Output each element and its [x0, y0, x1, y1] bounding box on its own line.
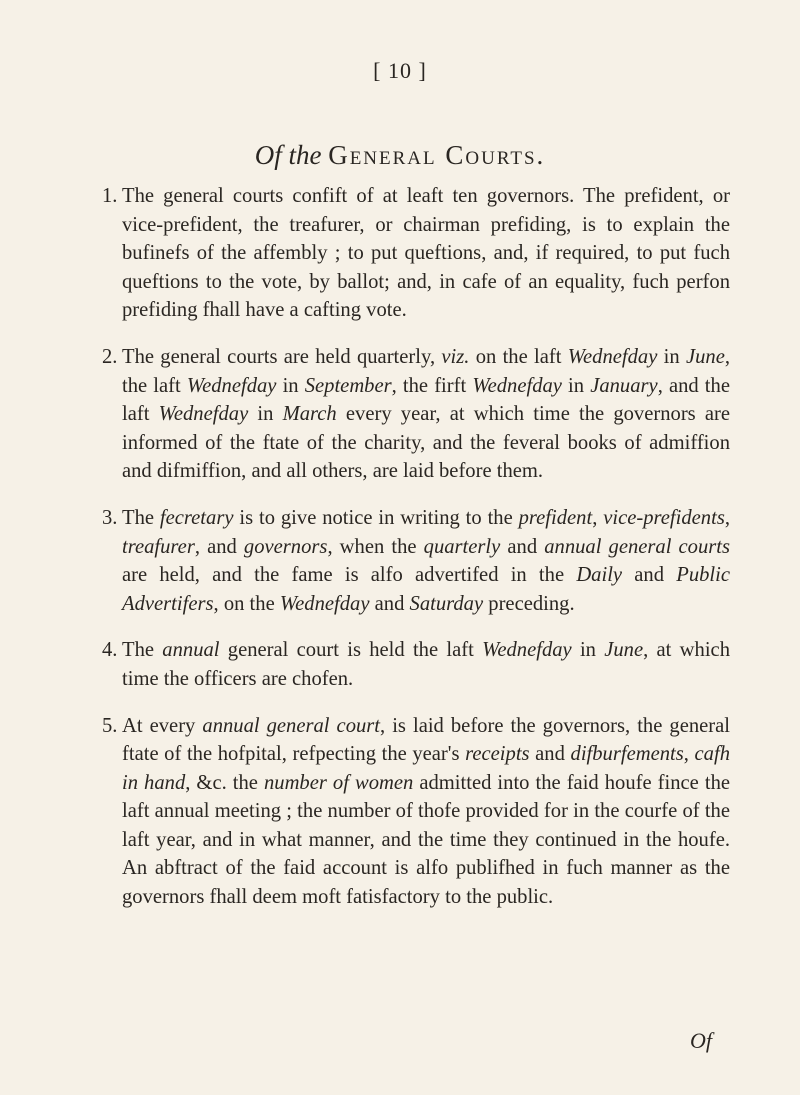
italic-run: governors — [243, 535, 328, 558]
text-run: , on the — [213, 592, 280, 615]
text-run: general court is held the laft — [219, 639, 483, 662]
text-run: in — [248, 403, 283, 426]
text-run: admitted into the faid houfe fince the laft annual meeting ; the number of thofe provided for in the courfe of the laft year, and in what manner, and the time they continued in the houfe. An abftract of the faid account is alfo publifhed in fuch manner as the governors fhall deem moft fatisfactory to the public. — [122, 771, 731, 909]
text-run: is to give notice in writing to the — [233, 506, 519, 529]
italic-run: Wednefday — [567, 345, 658, 368]
text-run: preceding. — [483, 592, 575, 615]
italic-run: vice-prefidents — [603, 506, 725, 529]
text-run: in — [276, 374, 305, 397]
paragraph-3 — [102, 504, 730, 618]
italic-run: Wednefday — [482, 639, 572, 662]
paragraph-number: 4. — [102, 639, 118, 662]
page-number: [ 10 ] — [373, 58, 427, 83]
text-run: , the firft — [391, 374, 473, 397]
italic-run: quarterly — [423, 535, 501, 558]
italic-run: Wednefday — [186, 374, 277, 397]
text-run: every year, at which time the governors are informed of the ftate of the charity, and the feveral books of admiffion and difmiffion, and all others, are laid before them. — [122, 403, 730, 483]
italic-run: March — [282, 403, 337, 426]
italic-run: June — [604, 639, 644, 662]
text-run: in — [657, 345, 686, 368]
catchword: Of — [690, 1028, 712, 1053]
text-run: , and — [194, 535, 244, 558]
italic-run: prefident — [518, 506, 593, 529]
text-run: , the laft — [122, 345, 730, 397]
italic-run: annual general courts — [544, 535, 731, 558]
heading-general-courts: General Courts. — [328, 140, 546, 170]
italic-run: Wednefday — [279, 592, 370, 615]
paragraph-number: 2. — [102, 345, 118, 368]
text-run: and — [529, 743, 571, 766]
italic-run: difburfements — [570, 743, 684, 766]
italic-run: number of women — [263, 771, 414, 794]
paragraph-number: 1. — [102, 185, 118, 207]
text-run: are held, and the fame is alfo advertifed in the — [122, 564, 577, 587]
italic-run: Saturday — [409, 592, 484, 615]
heading-the: the — [288, 140, 322, 170]
italic-run: June — [685, 345, 725, 368]
text-run: on the laft — [469, 345, 568, 368]
italic-run: Daily — [576, 564, 623, 587]
paragraph-4 — [102, 636, 730, 693]
section-heading — [0, 140, 800, 171]
paragraph-5 — [102, 712, 730, 912]
text-run: , &c. the — [185, 771, 264, 794]
text-run: At every — [122, 714, 203, 737]
italic-run: annual general court — [202, 714, 381, 737]
text-run: , is laid before the governors, the general ftate of the hofpital, refpecting the year's — [122, 714, 730, 766]
body-text — [102, 182, 730, 930]
heading-of: Of — [254, 140, 282, 170]
italic-run: Public Advertifers — [122, 564, 730, 615]
paragraph-number: 3. — [102, 506, 118, 529]
paragraph-number: 5. — [102, 714, 118, 737]
text-run: The — [122, 506, 160, 529]
italic-run: January — [590, 374, 658, 397]
italic-run: Wednefday — [158, 403, 249, 426]
text-run: The general courts are held quarterly, — [122, 345, 442, 368]
text-run: , at which time the officers are chofen. — [122, 639, 730, 690]
text-run: in — [561, 374, 591, 397]
text-run: , — [724, 506, 730, 529]
text-run: The — [122, 639, 163, 662]
text-run: and — [622, 564, 677, 587]
italic-run: treafurer — [122, 535, 195, 558]
italic-run: viz. — [441, 345, 470, 368]
text-run: in — [571, 639, 605, 662]
italic-run: receipts — [465, 743, 530, 766]
paragraph-text: The general courts confift of at leaft ten governors. The prefident, or vice-prefident, the treafurer, or chairman prefiding, is to explain the bufinefs of the affembly ; to put queftions, and, if required, to put fuch queftions to the vote, by ballot; and, in cafe of an equality, fuch perfon prefiding fhall have a cafting vote. — [122, 185, 730, 322]
italic-run: fecretary — [159, 506, 234, 529]
italic-run: September — [304, 374, 392, 397]
paragraph-1 — [102, 182, 730, 325]
text-run: , and the laft — [122, 374, 730, 426]
paragraph-2 — [102, 343, 730, 486]
text-run: , — [592, 506, 604, 529]
text-run: , when the — [327, 535, 424, 558]
italic-run: Wednefday — [472, 374, 562, 397]
text-run: , — [683, 743, 695, 766]
italic-run: cafh in hand — [122, 743, 731, 794]
italic-run: annual — [162, 639, 220, 662]
text-run: and — [500, 535, 545, 558]
text-run: and — [369, 592, 410, 615]
